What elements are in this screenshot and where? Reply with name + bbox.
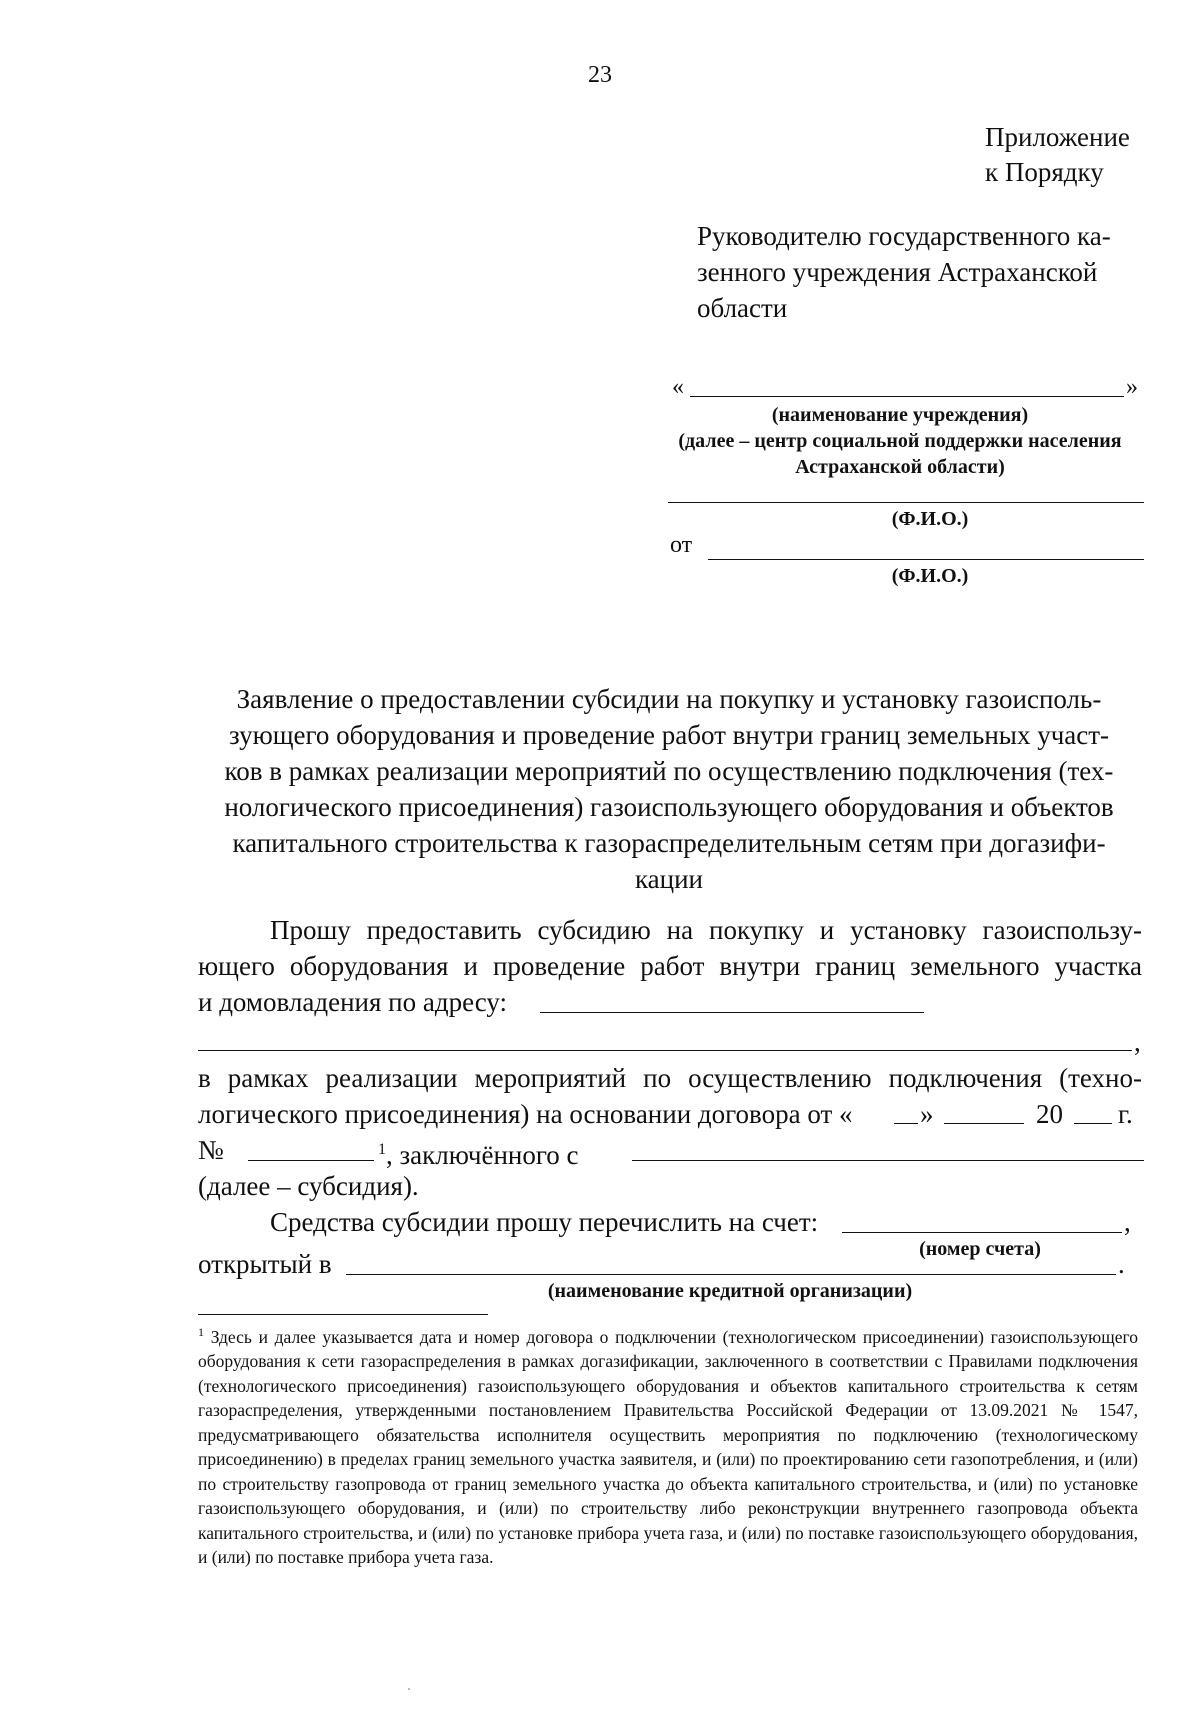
- addressee-line-3: области: [697, 293, 788, 323]
- addressee-line-1: Руководителю государственного ка-: [697, 221, 1111, 251]
- contract-number-label: №: [198, 1135, 224, 1165]
- concluded-with-text: , заключённого с: [386, 1140, 579, 1170]
- bank-name-field[interactable]: [346, 1274, 1116, 1275]
- addressee-line-2: зенного учреждения Астраханской: [697, 257, 1098, 287]
- bank-period: .: [1118, 1249, 1125, 1279]
- institution-caption-line-3: Астраханской области): [795, 456, 1005, 478]
- title-line-3: ков в рамках реализации мероприятий по осуществлению подключения (тех-: [224, 756, 1114, 786]
- address-field-1[interactable]: [540, 1012, 924, 1013]
- institution-close-quote: »: [1126, 374, 1138, 400]
- addressee-block: [697, 218, 1137, 326]
- footnote-mark: 1: [198, 1325, 204, 1339]
- contract-year-field[interactable]: [1074, 1123, 1112, 1124]
- account-label: Средства субсидии прошу перечислить на счет:: [270, 1207, 819, 1237]
- footnote-text: Здесь и далее указывается дата и номер договора о подключении (технологическом присоединении) газоиспользующего оборудования к сети газораспределения в рамках догазификации, заключенного в соответствии с Правилами подключения (технологического присоединения) газоиспользующего оборудования и объектов капитального строительства к сетям газораспределения, утвержденными постановлением Правительства Российской Федерации от 13.09.2021 № 1547, предусматривающего обязательства исполнителя осуществить мероприятия по подключению (технологическому присоединению) в пределах границ земельного участка заявителя, и (или) по проектированию сети газопотребления, и (или) по строительству газопровода от границ земельного участка до объекта капитального строительства, и (или) по установке газоиспользующего оборудования, и (или) по строительству либо реконструкции внутреннего газопровода объекта капитального строительства, и (или) по установке прибора учета газа, и (или) по поставке газоиспользующего оборудования, и (или) по поставке прибора учета газа.: [198, 1326, 1138, 1568]
- title-line-1: Заявление о предоставлении субсидии на покупку и установку газоисполь-: [236, 684, 1102, 714]
- contract-year-prefix: 20: [1036, 1099, 1063, 1129]
- institution-open-quote: «: [672, 374, 684, 400]
- institution-caption: [620, 402, 1180, 480]
- body-line-8: (далее – субсидия).: [198, 1171, 419, 1201]
- address-field-2[interactable]: [198, 1050, 1132, 1051]
- title-line-2: зующего оборудования и проведение работ внутри границ земельных участ-: [228, 720, 1110, 750]
- title-line-5: капитального строительства к газораспределительным сетям при догазифи-: [232, 828, 1106, 858]
- appendix-line-1: Приложение: [985, 122, 1130, 152]
- title-line-4: нологического присоединения) газоиспользующего оборудования и объектов: [224, 792, 1114, 822]
- from-name-caption: (Ф.И.О.): [891, 565, 969, 587]
- head-name-caption: (Ф.И.О.): [891, 508, 969, 530]
- contract-number-field[interactable]: [248, 1160, 374, 1161]
- institution-caption-line-1: (наименование учреждения): [771, 404, 1029, 426]
- contract-year-suffix: г.: [1118, 1099, 1133, 1129]
- para1-line-1: Прошу предоставить субсидию на покупку и установку газоиспользу-: [270, 915, 1142, 945]
- application-title: [196, 681, 1142, 897]
- title-line-6: кации: [634, 864, 704, 894]
- footnote: [198, 1320, 1138, 1570]
- concluded-with-label: [378, 1132, 578, 1173]
- contractor-field[interactable]: [632, 1160, 1144, 1161]
- contract-day-field[interactable]: [894, 1123, 918, 1124]
- institution-caption-line-2: (далее – центр социальной поддержки населения: [678, 430, 1122, 452]
- appendix-header: [985, 120, 1130, 190]
- para1-line-3: и домовладения по адресу:: [198, 987, 507, 1017]
- account-comma: ,: [1124, 1207, 1131, 1237]
- page-number: 23: [588, 62, 612, 88]
- para1-line-2: ющего оборудования и проведение работ внутри границ земельного участка: [198, 951, 1142, 981]
- footnote-ref-1[interactable]: 1: [378, 1141, 386, 1158]
- account-caption: (номер счета): [919, 1238, 1041, 1260]
- body-line-5: в рамках реализации мероприятий по осуществлению подключения (техно-: [198, 1063, 1142, 1093]
- address-comma: ,: [1134, 1027, 1141, 1057]
- from-label: от: [670, 532, 693, 558]
- head-name-field[interactable]: [668, 502, 1144, 503]
- opened-in-label: открытый в: [198, 1249, 332, 1279]
- body-line-6-part-1: логического присоединения) на основании договора от «: [198, 1099, 853, 1129]
- footnote-separator: [198, 1314, 488, 1315]
- bank-caption: (наименование кредитной организации): [547, 1280, 913, 1302]
- from-name-field[interactable]: [708, 559, 1144, 560]
- scan-speck: [408, 1688, 410, 1690]
- institution-name-field[interactable]: [690, 396, 1124, 397]
- contract-month-field[interactable]: [944, 1123, 1024, 1124]
- account-number-field[interactable]: [842, 1232, 1122, 1233]
- body-line-6-part-2: »: [920, 1099, 934, 1129]
- appendix-line-2: к Порядку: [985, 157, 1104, 187]
